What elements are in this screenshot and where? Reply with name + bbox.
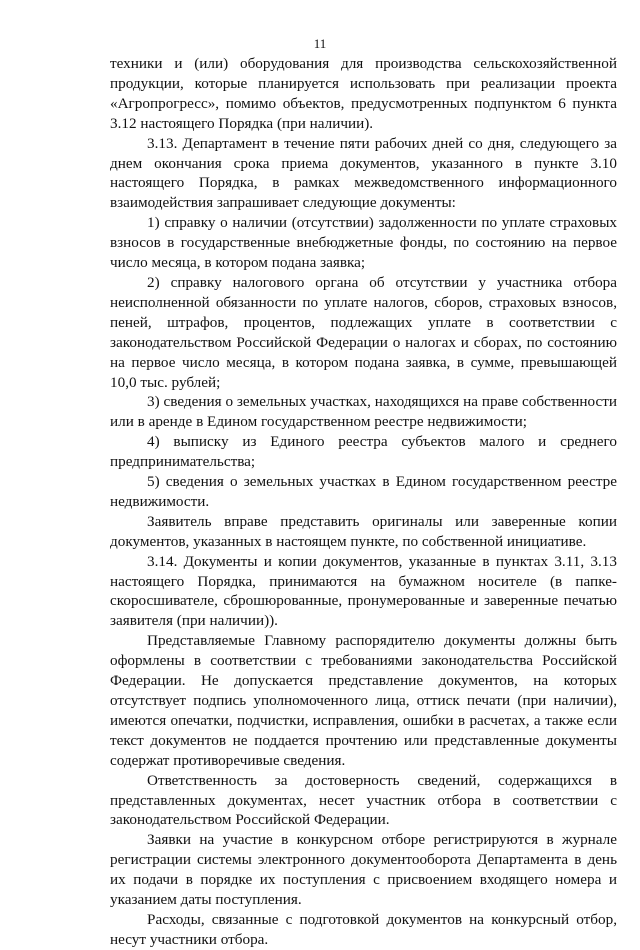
paragraph: техники и (или) оборудования для производства сельскохозяйственной продукции, которые планируется использовать при реализации проекта «Агропрогресс», помимо объектов, предусмотренных подпунктом 6 пункта 3.12 настоящего Порядка (при наличии). bbox=[110, 55, 617, 132]
paragraph: Ответственность за достоверность сведений, содержащихся в представленных документах, несет участник отбора в соответствии с законодательством Российской Федерации. bbox=[110, 771, 617, 829]
paragraph: 1) справку о наличии (отсутствии) задолженности по уплате страховых взносов в государственные внебюджетные фонды, по состоянию на первое число месяца, в котором подана заявка; bbox=[110, 214, 617, 272]
paragraph: 3) сведения о земельных участках, находящихся на праве собственности или в аренде в Едином государственном реестре недвижимости; bbox=[110, 393, 617, 431]
document-body bbox=[110, 54, 617, 950]
page-number: 11 bbox=[313, 36, 327, 51]
paragraph: Заявки на участие в конкурсном отборе регистрируются в журнале регистрации системы электронного документооборота Департамента в день их подачи в порядке их поступления с присвоением входящего номера и указанием даты поступления. bbox=[110, 831, 617, 909]
paragraph: 3.14. Документы и копии документов, указанные в пунктах 3.11, 3.13 настоящего Порядка, принимаются на бумажном носителе (в папке-скоросшивателе, сброшюрованные, пронумерованные и заверенные печатью заявителя (при наличии)). bbox=[110, 552, 617, 630]
paragraph: 5) сведения о земельных участках в Едином государственном реестре недвижимости. bbox=[110, 473, 617, 510]
paragraph: 3.13. Департамент в течение пяти рабочих дней со дня, следующего за днем окончания срока приема документов, указанного в пункте 3.10 настоящего Порядка, в рамках межведомственного информационного взаимодействия запрашивает следующие документы: bbox=[110, 134, 617, 212]
paragraph: Расходы, связанные с подготовкой документов на конкурсный отбор, несут участники отбора. bbox=[110, 910, 617, 948]
paragraph: Представляемые Главному распорядителю документы должны быть оформлены в соответствии с требованиями законодательства Российской Федерации. Не допускается представление документов, на которых отсутствует подпись уполномоченного лица, оттиск печати (при наличии), имеются опечатки, подчистки, исправления, ошибки в расчетах, а также если текст документов не поддается прочтению или представленные документы содержат противоречивые сведения. bbox=[110, 632, 617, 769]
paragraph: 2) справку налогового органа об отсутствии у участника отбора неисполненной обязанности по уплате налогов, сборов, страховых взносов, пеней, штрафов, процентов, подлежащих уплате в соответствии с законодательством Российской Федерации о налогах и сборах, по состоянию на первое число месяца, в котором подана заявка, в сумме, превышающей 10,0 тыс. рублей; bbox=[110, 273, 617, 391]
paragraph: Заявитель вправе представить оригиналы или заверенные копии документов, указанных в настоящем пункте, по собственной инициативе. bbox=[110, 512, 617, 550]
paragraph: 4) выписку из Единого реестра субъектов малого и среднего предпринимательства; bbox=[110, 433, 617, 471]
